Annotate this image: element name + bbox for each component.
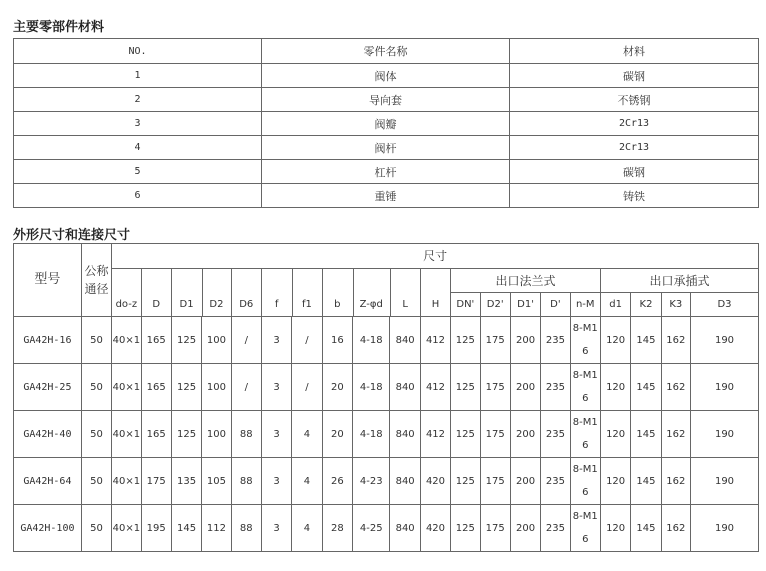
cell-Dp: 235 [541, 364, 570, 411]
cell-d1: 120 [600, 317, 630, 364]
cell-H: 420 [420, 505, 450, 552]
table-row [14, 505, 759, 552]
table-row [14, 364, 759, 411]
row-material: 碳钢 [510, 160, 759, 184]
cell-DN2: 125 [451, 411, 480, 458]
cell-nominal: 50 [81, 364, 111, 411]
cell-Dp: 235 [541, 411, 570, 458]
cell-D2: 100 [202, 364, 231, 411]
row-no: 1 [14, 64, 262, 88]
header-n-m: n-M [570, 293, 600, 317]
cell-D6: / [231, 317, 261, 364]
cell-K2: 145 [631, 411, 661, 458]
cell-DN2: 125 [451, 505, 480, 552]
cell-D2: 100 [202, 317, 231, 364]
cell-model: GA42H-40 [14, 411, 82, 458]
cell-L: 840 [390, 411, 420, 458]
cell-H: 412 [420, 317, 450, 364]
cell-L: 840 [390, 364, 420, 411]
cell-nominal: 50 [81, 411, 111, 458]
row-material: 碳钢 [510, 64, 759, 88]
cell-D2: 100 [202, 411, 231, 458]
header-col-D: D [152, 298, 161, 310]
header-d1: d1 [600, 293, 630, 317]
cell-D3: 190 [691, 317, 759, 364]
cell-f: 3 [261, 505, 291, 552]
row-part-name: 阀体 [262, 64, 510, 88]
header-d3: D3 [691, 293, 759, 317]
header-col-z-phi-d: Z-φd [359, 298, 383, 310]
column-divider [322, 269, 323, 317]
cell-b: 28 [322, 505, 352, 552]
header-col-H: H [431, 298, 440, 310]
table-row [14, 458, 759, 505]
table-row [14, 411, 759, 458]
dims-header-row-1 [14, 244, 759, 269]
cell-model: GA42H-64 [14, 458, 82, 505]
cell-do-z: 40×1 [112, 364, 141, 411]
row-material: 2Cr13 [510, 112, 759, 136]
cell-f1: 4 [292, 505, 322, 552]
cell-model: GA42H-16 [14, 317, 82, 364]
cell-K3: 162 [661, 411, 690, 458]
row-no: 5 [14, 160, 262, 184]
cell-model: GA42H-25 [14, 364, 82, 411]
cell-n-m: 8-M16 [570, 364, 600, 411]
cell-D1p: 200 [510, 458, 540, 505]
cell-D1: 125 [171, 364, 201, 411]
cell-z-phi-d: 4-18 [353, 317, 390, 364]
cell-H: 412 [420, 364, 450, 411]
cell-D1: 125 [171, 317, 201, 364]
row-material: 铸铁 [510, 184, 759, 208]
header-part-name: 零件名称 [262, 39, 510, 64]
cell-b: 20 [322, 411, 352, 458]
cell-L: 840 [390, 458, 420, 505]
cell-DN2: 125 [451, 458, 480, 505]
cell-K2: 145 [631, 317, 661, 364]
header-col-do-z: do-z [115, 298, 138, 310]
cell-do-z: 40×1 [112, 458, 141, 505]
table-row [14, 136, 759, 160]
cell-H: 420 [420, 458, 450, 505]
row-part-name: 阀瓣 [262, 112, 510, 136]
cell-D2p: 175 [480, 411, 510, 458]
cell-D3: 190 [691, 411, 759, 458]
column-divider [292, 269, 293, 317]
header-dn2: DN' [451, 293, 480, 317]
cell-K2: 145 [631, 505, 661, 552]
cell-DN2: 125 [451, 317, 480, 364]
dims-section-title: 外形尺寸和连接尺寸 [13, 228, 131, 243]
header-d-prime: D' [541, 293, 570, 317]
cell-f: 3 [261, 317, 291, 364]
table-row [14, 88, 759, 112]
cell-z-phi-d: 4-25 [353, 505, 390, 552]
cell-do-z: 40×1 [112, 317, 141, 364]
cell-L: 840 [390, 505, 420, 552]
cell-d1: 120 [600, 411, 630, 458]
cell-D: 165 [141, 411, 171, 458]
cell-K2: 145 [631, 364, 661, 411]
header-outlet-socket: 出口承插式 [600, 269, 758, 293]
cell-H: 412 [420, 411, 450, 458]
header-col-L: L [402, 298, 408, 310]
cell-D: 165 [141, 364, 171, 411]
header-model: 型号 [14, 244, 82, 317]
column-divider [390, 269, 391, 317]
table-row [14, 160, 759, 184]
column-divider [202, 269, 203, 317]
cell-Dp: 235 [541, 505, 570, 552]
cell-D6: 88 [231, 458, 261, 505]
row-no: 3 [14, 112, 262, 136]
cell-model: GA42H-100 [14, 505, 82, 552]
cell-f: 3 [261, 364, 291, 411]
cell-nominal: 50 [81, 458, 111, 505]
header-nominal-diameter: 公称通径 [81, 244, 111, 317]
row-no: 2 [14, 88, 262, 112]
header-col-f1: f1 [302, 298, 312, 310]
header-outlet-flange: 出口法兰式 [451, 269, 601, 293]
cell-nominal: 50 [81, 505, 111, 552]
cell-f1: / [292, 364, 322, 411]
cell-b: 20 [322, 364, 352, 411]
cell-D2p: 175 [480, 458, 510, 505]
parts-material-table [13, 38, 759, 208]
cell-z-phi-d: 4-18 [353, 364, 390, 411]
header-col-D1: D1 [179, 298, 194, 310]
cell-D1p: 200 [510, 411, 540, 458]
cell-D1p: 200 [510, 364, 540, 411]
row-no: 6 [14, 184, 262, 208]
cell-D6: / [231, 364, 261, 411]
row-part-name: 重锤 [262, 184, 510, 208]
cell-D3: 190 [691, 364, 759, 411]
cell-D: 195 [141, 505, 171, 552]
cell-K3: 162 [661, 458, 690, 505]
cell-D3: 190 [691, 458, 759, 505]
row-no: 4 [14, 136, 262, 160]
column-divider [141, 269, 142, 317]
cell-f: 3 [261, 458, 291, 505]
cell-z-phi-d: 4-18 [353, 411, 390, 458]
column-divider [420, 269, 421, 317]
cell-D: 165 [141, 317, 171, 364]
cell-D2: 105 [202, 458, 231, 505]
header-col-f: f [274, 298, 279, 310]
cell-K3: 162 [661, 364, 690, 411]
cell-z-phi-d: 4-23 [353, 458, 390, 505]
column-divider [171, 269, 172, 317]
cell-D1: 145 [171, 505, 201, 552]
row-part-name: 导向套 [262, 88, 510, 112]
cell-f1: / [292, 317, 322, 364]
cell-n-m: 8-M16 [570, 458, 600, 505]
cell-D6: 88 [231, 505, 261, 552]
header-col-D6: D6 [239, 298, 254, 310]
cell-n-m: 8-M16 [570, 317, 600, 364]
dims-header-row-2 [14, 269, 759, 293]
cell-n-m: 8-M16 [570, 505, 600, 552]
table-row [14, 112, 759, 136]
row-material: 不锈钢 [510, 88, 759, 112]
column-divider [231, 269, 232, 317]
cell-D1: 135 [171, 458, 201, 505]
row-part-name: 杠杆 [262, 160, 510, 184]
row-material: 2Cr13 [510, 136, 759, 160]
cell-K3: 162 [661, 317, 690, 364]
header-material: 材料 [510, 39, 759, 64]
table-row [14, 317, 759, 364]
row-part-name: 阀杆 [262, 136, 510, 160]
header-no: NO. [14, 39, 262, 64]
parts-section-title: 主要零部件材料 [13, 20, 105, 35]
cell-D1: 125 [171, 411, 201, 458]
cell-D3: 190 [691, 505, 759, 552]
header-size: 尺寸 [112, 244, 759, 269]
cell-f: 3 [261, 411, 291, 458]
cell-K3: 162 [661, 505, 690, 552]
cell-b: 16 [322, 317, 352, 364]
cell-do-z: 40×1 [112, 411, 141, 458]
cell-D2p: 175 [480, 505, 510, 552]
cell-L: 840 [390, 317, 420, 364]
cell-Dp: 235 [541, 317, 570, 364]
table-row [14, 184, 759, 208]
cell-D2p: 175 [480, 317, 510, 364]
cell-do-z: 40×1 [112, 505, 141, 552]
dimensions-table [13, 243, 759, 552]
cell-D: 175 [141, 458, 171, 505]
cell-K2: 145 [631, 458, 661, 505]
cell-Dp: 235 [541, 458, 570, 505]
cell-d1: 120 [600, 505, 630, 552]
header-col-b: b [334, 298, 341, 310]
cell-DN2: 125 [451, 364, 480, 411]
cell-D2p: 175 [480, 364, 510, 411]
table-header-row [14, 39, 759, 64]
column-divider [261, 269, 262, 317]
header-k3: K3 [661, 293, 690, 317]
cell-b: 26 [322, 458, 352, 505]
cell-D2: 112 [202, 505, 231, 552]
table-row [14, 64, 759, 88]
header-d1-prime: D1' [510, 293, 540, 317]
cell-d1: 120 [600, 458, 630, 505]
column-divider [353, 269, 354, 317]
cell-D1p: 200 [510, 505, 540, 552]
cell-d1: 120 [600, 364, 630, 411]
cell-n-m: 8-M16 [570, 411, 600, 458]
cell-D6: 88 [231, 411, 261, 458]
cell-D1p: 200 [510, 317, 540, 364]
cell-nominal: 50 [81, 317, 111, 364]
header-k2: K2 [631, 293, 661, 317]
cell-f1: 4 [292, 411, 322, 458]
header-col-D2: D2 [209, 298, 224, 310]
header-d2-prime: D2' [480, 293, 510, 317]
cell-f1: 4 [292, 458, 322, 505]
